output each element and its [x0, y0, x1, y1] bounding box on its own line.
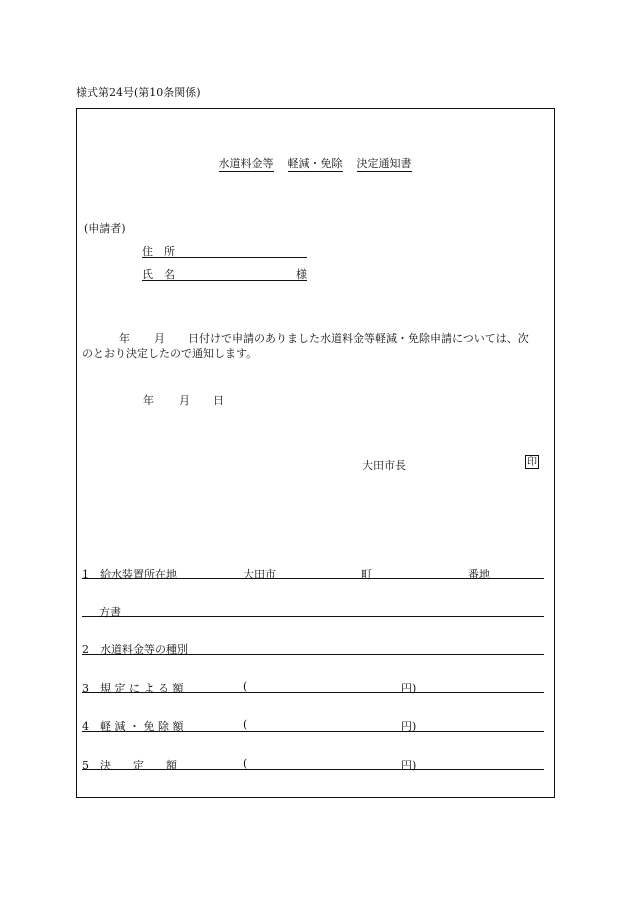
- item3-underline: [82, 692, 544, 693]
- title-part-2: 軽減・免除: [287, 157, 343, 170]
- item3-open-paren: (: [243, 680, 248, 693]
- issuer-title: 大田市長: [362, 459, 406, 472]
- date-month: 月: [179, 394, 190, 407]
- item4-label: 4 軽 減 ・ 免 除 額: [82, 720, 184, 733]
- item5-label: 5 決 定 額: [82, 759, 177, 772]
- item4-open-paren: (: [243, 718, 248, 731]
- notice-line1: 日付けで申請のありました水道料金等軽減・免除申請については、次: [188, 332, 529, 345]
- item1-sub-label: 方書: [99, 606, 121, 619]
- item2-label: 2 水道料金等の種別: [82, 643, 188, 656]
- document-title: [0, 155, 630, 171]
- item3-label: 3 規 定 に よ る 額: [82, 682, 184, 695]
- item1-banchi: 番地: [468, 568, 490, 581]
- item1-label: 1 給水装置所在地: [82, 568, 177, 581]
- applicant-heading: (申請者): [84, 222, 126, 235]
- date-day: 日: [213, 394, 224, 407]
- item2-underline: [82, 654, 544, 655]
- notice-month: 月: [154, 332, 165, 345]
- notice-line2: のとおり決定したので通知します。: [82, 347, 258, 360]
- name-field[interactable]: [142, 266, 307, 281]
- item1-city: 大田市: [243, 568, 276, 581]
- seal-mark: 印: [527, 457, 537, 468]
- item1-sub-underline: [82, 616, 544, 617]
- item3-yen: 円): [401, 682, 417, 695]
- title-part-3: 決定通知書: [356, 157, 412, 170]
- item1-town: 町: [361, 568, 372, 581]
- title-part-1: 水道料金等: [218, 157, 274, 170]
- address-field[interactable]: [142, 243, 307, 258]
- item4-yen: 円): [401, 720, 417, 733]
- item5-yen: 円): [401, 759, 417, 772]
- date-year: 年: [143, 394, 154, 407]
- item5-underline: [82, 769, 544, 770]
- notice-year: 年: [119, 332, 130, 345]
- address-label: 住 所: [142, 245, 175, 258]
- item4-underline: [82, 731, 544, 732]
- form-number-label: 様式第24号(第10条関係): [76, 86, 201, 99]
- name-label: 氏 名: [142, 268, 175, 281]
- item1-underline: [82, 578, 544, 579]
- honorific-sama: 様: [296, 268, 307, 281]
- item5-open-paren: (: [243, 757, 248, 770]
